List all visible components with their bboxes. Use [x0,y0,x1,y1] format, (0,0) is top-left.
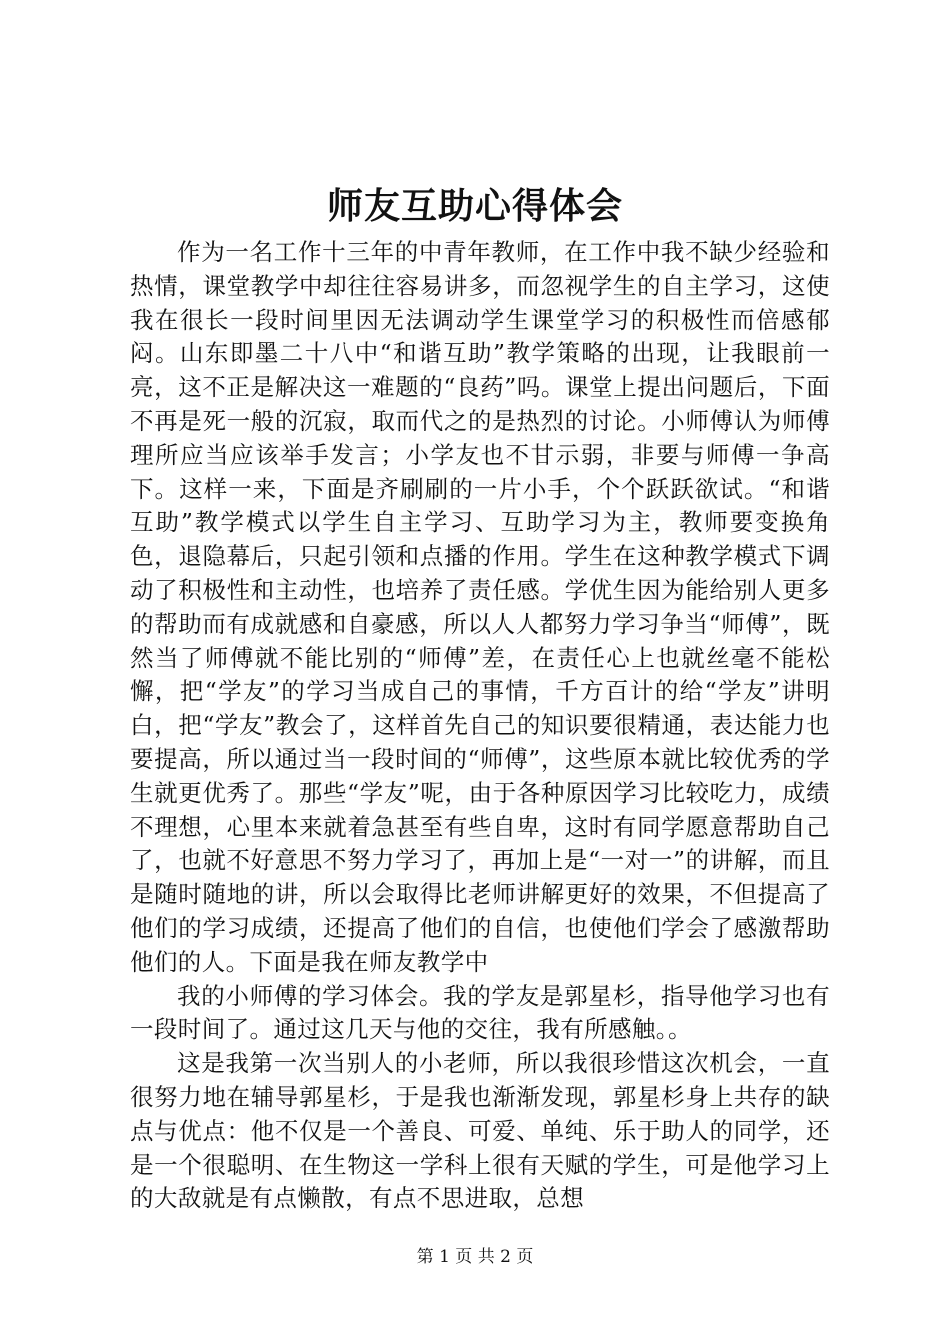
paragraph: 我的小师傅的学习体会。我的学友是郭星杉，指导他学习也有一段时间了。通过这几天与他的交往，我有所感触。。 [130,981,830,1044]
document-body [130,236,830,1216]
paragraph: 这是我第一次当别人的小老师，所以我很珍惜这次机会，一直很努力地在辅导郭星杉，于是我也渐渐发现，郭星杉身上共存的缺点与优点：他不仅是一个善良、可爱、单纯、乐于助人的同学，还是一个很聪明、在生物这一学科上很有天赋的学生，可是他学习上的大敌就是有点懒散，有点不思进取，总想 [130,1049,830,1213]
page-number-footer: 第 1 页 共 2 页 [416,1247,534,1267]
paragraph: 作为一名工作十三年的中青年教师，在工作中我不缺少经验和热情，课堂教学中却往往容易讲多，而忽视学生的自主学习，这使我在很长一段时间里因无法调动学生课堂学习的积极性而倍感郁闷。山东即墨二十八中“和谐互助”教学策略的出现，让我眼前一亮，这不正是解决这一难题的“良药”吗。课堂上提出问题后，下面不再是死一般的沉寂，取而代之的是热烈的讨论。小师傅认为师傅理所应当应该举手发言；小学友也不甘示弱，非要与师傅一争高下。这样一来，下面是齐刷刷的一片小手，个个跃跃欲试。“和谐互助”教学模式以学生自主学习、互助学习为主，教师要变换角色，退隐幕后，只起引领和点播的作用。学生在这种教学模式下调动了积极性和主动性，也培养了责任感。学优生因为能给别人更多的帮助而有成就感和自豪感，所以人人都努力学习争当“师傅”，既然当了师傅就不能比别的“师傅”差，在责任心上也就丝毫不能松懈，把“学友”的学习当成自己的事情，千方百计的给“学友”讲明白，把“学友”教会了，这样首先自己的知识要很精通，表达能力也要提高，所以通过当一段时间的“师傅”，这些原本就比较优秀的学生就更优秀了。那些“学友”呢，由于各种原因学习比较吃力，成绩不理想，心里本来就着急甚至有些自卑，这时有同学愿意帮助自己了，也就不好意思不努力学习了，再加上是“一对一”的讲解，而且是随时随地的讲，所以会取得比老师讲解更好的效果，不但提高了他们的学习成绩，还提高了他们的自信，也使他们学会了感激帮助他们的人。下面是我在师友教学中 [130,238,830,976]
document-title: 师友互助心得体会 [326,185,623,227]
